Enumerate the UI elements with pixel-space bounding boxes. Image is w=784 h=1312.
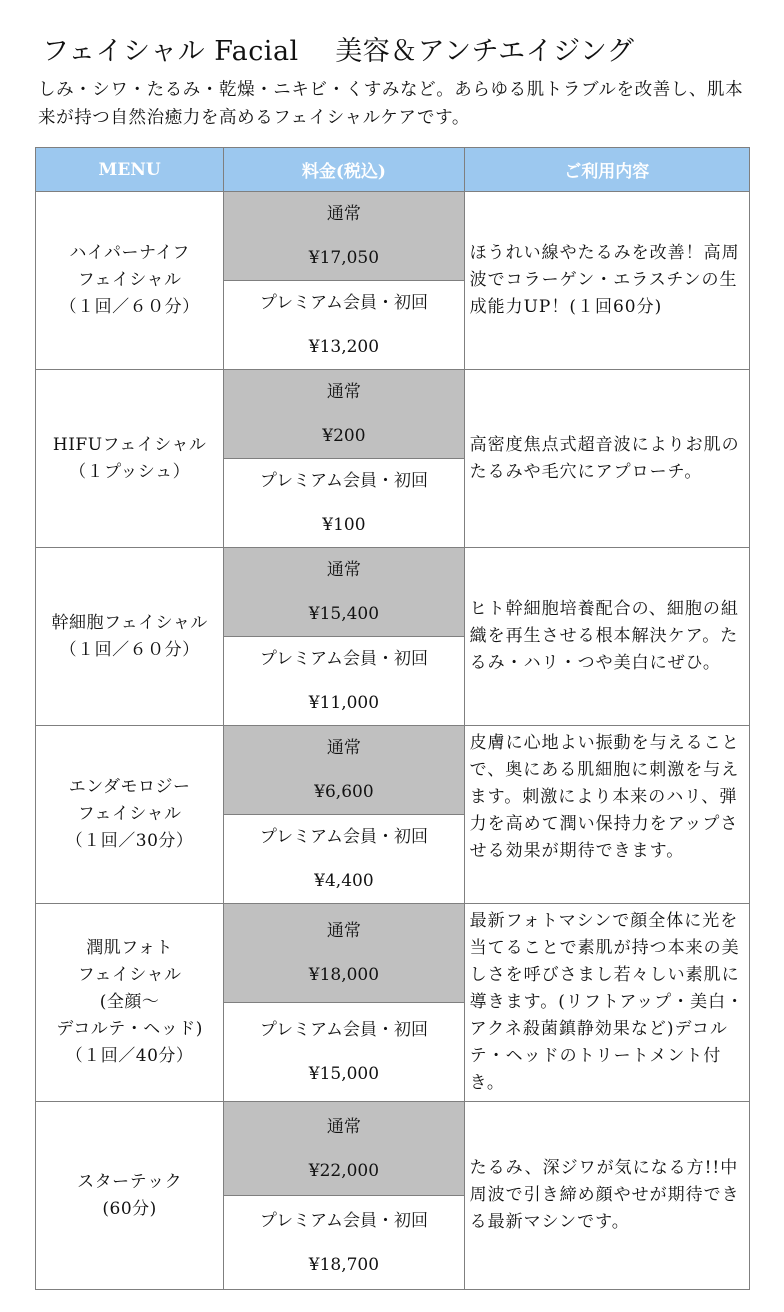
menu-description: 皮膚に心地よい振動を与えることで、奥にある肌細胞に刺激を与えます。刺激により本来のハリ、弾力を高めて潤い保持力をアップさせる効果が期待できます。 <box>464 726 749 904</box>
premium-price: ¥18,700 <box>308 1254 380 1275</box>
menu-name: ハイパーナイフ フェイシャル （１回／６０分） <box>36 192 224 370</box>
premium-price: ¥100 <box>322 515 366 535</box>
premium-label: プレミアム会員・初回 <box>259 649 428 669</box>
premium-price-cell <box>224 1003 464 1102</box>
regular-price-cell <box>224 192 464 281</box>
premium-label: プレミアム会員・初回 <box>259 827 428 847</box>
table-row <box>36 548 750 637</box>
table-row <box>36 726 750 815</box>
header-price: 料金(税込) <box>224 148 464 192</box>
table-row <box>36 904 750 1003</box>
regular-price-cell <box>224 1102 464 1196</box>
intro-text: しみ・シワ・たるみ・乾燥・ニキビ・くすみなど。あらゆる肌トラブルを改善し、肌本来が持つ自然治癒力を高めるフェイシャルケアです。 <box>38 80 744 128</box>
header-description: ご利用内容 <box>464 148 749 192</box>
regular-price: ¥22,000 <box>308 1160 380 1181</box>
menu-description: 高密度焦点式超音波によりお肌のたるみや毛穴にアプローチ。 <box>464 370 749 548</box>
table-row <box>36 370 750 459</box>
premium-price: ¥15,000 <box>308 1064 380 1084</box>
premium-price: ¥13,200 <box>308 337 380 357</box>
regular-label: 通常 <box>326 560 361 580</box>
regular-price: ¥17,050 <box>308 248 380 268</box>
regular-price-cell <box>224 548 464 637</box>
menu-description: たるみ、深ジワが気になる方!!中周波で引き締め顔やせが期待できる最新マシンです。 <box>464 1102 749 1290</box>
page-title: フェイシャル Facial 美容＆アンチエイジング <box>42 36 635 67</box>
menu-name: 幹細胞フェイシャル （１回／６０分） <box>36 548 224 726</box>
premium-price-cell <box>224 281 464 370</box>
premium-label: プレミアム会員・初回 <box>259 1020 428 1040</box>
premium-label: プレミアム会員・初回 <box>259 293 428 313</box>
menu-description: ヒト幹細胞培養配合の、細胞の組織を再生させる根本解決ケア。たるみ・ハリ・つや美白にぜひ。 <box>464 548 749 726</box>
premium-label: プレミアム会員・初回 <box>259 471 428 491</box>
regular-price: ¥18,000 <box>308 965 380 985</box>
premium-price-cell <box>224 459 464 548</box>
menu-name: HIFUフェイシャル （１プッシュ） <box>36 370 224 548</box>
premium-label: プレミアム会員・初回 <box>259 1210 428 1231</box>
table-row <box>36 1102 750 1196</box>
menu-name: エンダモロジー フェイシャル （１回／30分） <box>36 726 224 904</box>
regular-label: 通常 <box>326 382 361 402</box>
regular-label: 通常 <box>326 204 361 224</box>
regular-label: 通常 <box>326 738 361 758</box>
menu-description: ほうれい線やたるみを改善！高周波でコラーゲン・エラスチンの生成能力UP！(１回60分) <box>464 192 749 370</box>
premium-price-cell <box>224 637 464 726</box>
premium-price: ¥11,000 <box>308 693 380 713</box>
regular-price: ¥6,600 <box>314 782 374 802</box>
premium-price: ¥4,400 <box>314 871 374 891</box>
regular-price-cell <box>224 370 464 459</box>
regular-label: 通常 <box>326 921 361 941</box>
menu-description: 最新フォトマシンで顔全体に光を当てることで素肌が持つ本来の美しさを呼びさまし若々しい素肌に導きます。(リフトアップ・美白・アクネ殺菌鎮静効果など)デコルテ・ヘッドのトリートメント付き。 <box>464 904 749 1102</box>
regular-price-cell <box>224 904 464 1003</box>
menu-name: 潤肌フォト フェイシャル (全顔～ デコルテ・ヘッド) （１回／40分） <box>36 904 224 1102</box>
regular-price: ¥200 <box>322 426 366 446</box>
premium-price-cell <box>224 1196 464 1290</box>
premium-price-cell <box>224 815 464 904</box>
regular-label: 通常 <box>326 1116 361 1137</box>
regular-price-cell <box>224 726 464 815</box>
regular-price: ¥15,400 <box>308 604 380 624</box>
facial-menu-table <box>35 147 750 1290</box>
table-row <box>36 192 750 281</box>
table-header-row <box>36 148 750 192</box>
header-menu: MENU <box>36 148 224 192</box>
menu-name: スターテック (60分) <box>36 1102 224 1290</box>
